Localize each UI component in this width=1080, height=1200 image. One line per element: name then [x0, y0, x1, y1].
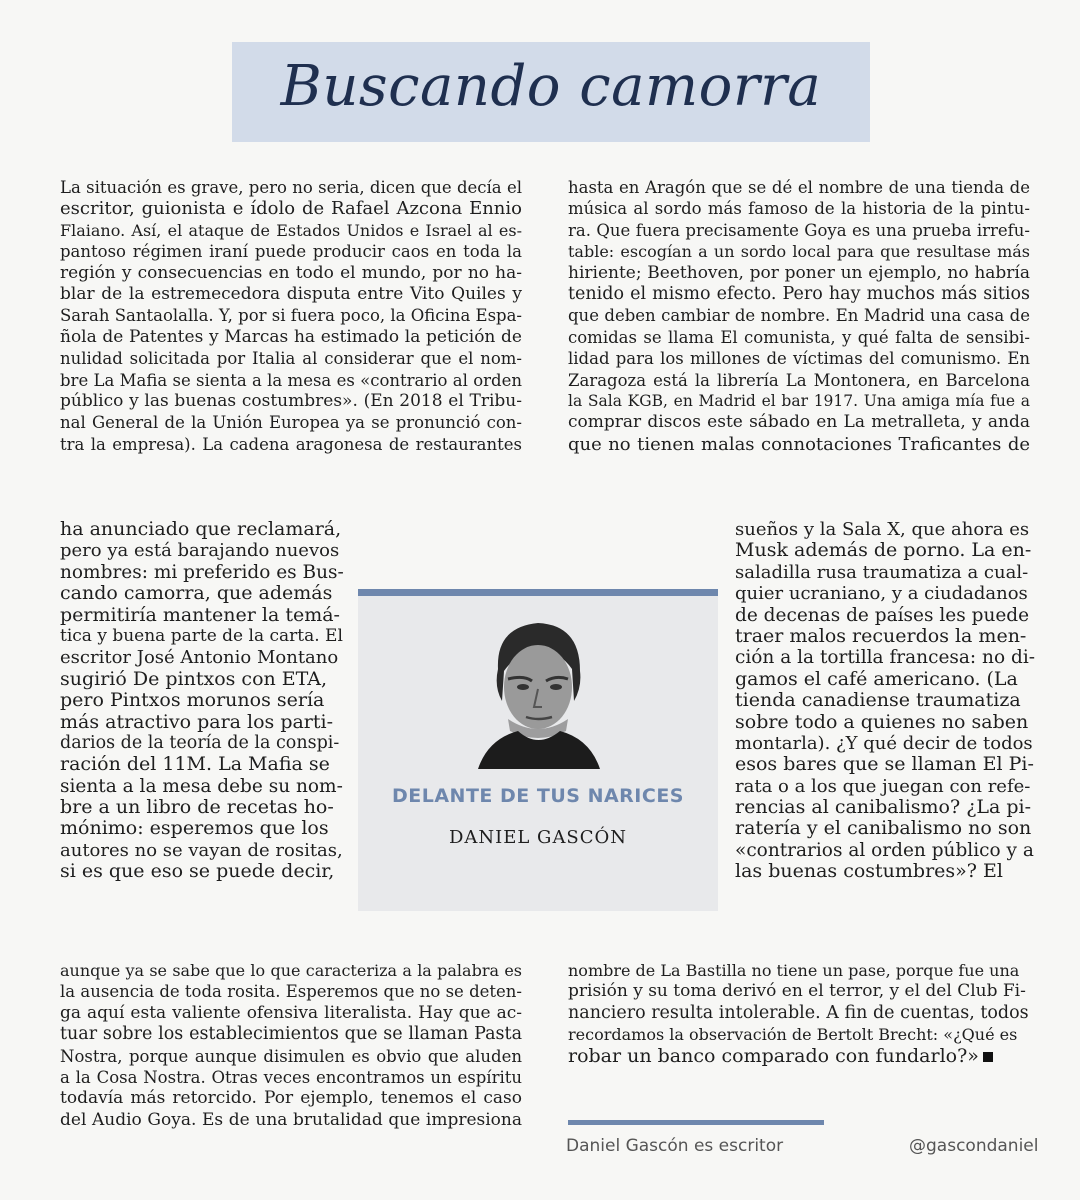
- article-line: las buenas costumbres»? El: [735, 860, 1003, 883]
- article-line: La situación es grave, pero no seria, dicen que decía el: [60, 178, 522, 197]
- article-line: Zaragoza está la librería La Montonera, en Barcelona: [568, 370, 1030, 390]
- article-line: más atractivo para los parti-: [60, 710, 334, 733]
- author-bio: Daniel Gascón es escritor: [566, 1136, 784, 1156]
- left-column-top: [60, 177, 522, 455]
- article-line: rencias al canibalismo? ¿La pi-: [735, 796, 1032, 819]
- author-card-accent-bar: [358, 589, 718, 596]
- article-line: montarla). ¿Y qué decir de todos: [735, 732, 1033, 754]
- article-line: hasta en Aragón que se dé el nombre de una tienda de: [568, 178, 1030, 197]
- article-line: la ausencia de toda rosita. Esperemos que no se deten-: [60, 982, 522, 1002]
- article-line: nulidad solicitada por Italia al considerar que el nom-: [60, 349, 522, 369]
- article-line: tuar sobre los establecimientos que se llaman Pasta: [60, 1024, 522, 1045]
- article-line: tenido el mismo efecto. Pero hay muchos más sitios: [568, 283, 1030, 304]
- article-line: nal General de la Unión Europea ya se pronunció con-: [60, 413, 522, 433]
- article-line: Nostra, porque aunque disimulen es obvio que aluden: [60, 1046, 522, 1066]
- article-line: nombres: mi preferido es Bus-: [60, 561, 344, 583]
- article-line: a la Cosa Nostra. Otras veces encontramos un espíritu: [60, 1067, 522, 1087]
- article-line: ñola de Patentes y Marcas ha estimado la petición de: [60, 326, 522, 347]
- article-line: aunque ya se sabe que lo que caracteriza a la palabra es: [60, 961, 522, 980]
- title-box: [232, 42, 870, 142]
- left-column-bottom: [60, 960, 522, 1131]
- article-line: permitiría mantener la temá-: [60, 603, 340, 626]
- article-line: tienda canadiense traumatiza: [735, 689, 1021, 712]
- article-line: recordamos la observación de Bertolt Brecht: «¿Qué es: [568, 1025, 1018, 1045]
- article-line: gamos el café americano. (La: [735, 667, 1018, 690]
- background-watermark: [0, 0, 28, 90]
- article-line: público y las buenas costumbres». (En 2018 el Tribu-: [60, 390, 522, 411]
- article-line: traer malos recuerdos la men-: [735, 624, 1027, 647]
- page-title: Buscando camorra: [280, 54, 822, 119]
- article-line: escritor José Antonio Montano: [60, 647, 339, 669]
- article-line: pero Pintxos morunos sería: [60, 689, 325, 712]
- article-line: Musk además de porno. La en-: [735, 539, 1032, 562]
- article-line: darios de la teoría de la conspi-: [60, 732, 340, 753]
- article-line: rata o a los que juegan con refe-: [735, 775, 1031, 797]
- article-line: tica y buena parte de la carta. El: [60, 625, 343, 646]
- article-line: saladilla rusa traumatiza a cual-: [735, 561, 1029, 583]
- article-line: escritor, guionista e ídolo de Rafael Azcona Ennio: [60, 198, 522, 220]
- article-line: ga aquí esta valiente ofensiva literalista. Hay que ac-: [60, 1002, 522, 1023]
- section-label: DELANTE DE TUS NARICES: [392, 785, 684, 807]
- article-line: ra. Que fuera precisamente Goya es una prueba irrefu-: [568, 220, 1030, 240]
- article-line: quier ucraniano, y a ciudadanos: [735, 583, 1028, 605]
- article-line: que deben cambiar de nombre. En Madrid una casa de: [568, 306, 1030, 326]
- article-line: Sarah Santaolalla. Y, por si fuera poco, la Oficina Espa-: [60, 306, 522, 326]
- right-column-bottom: [568, 960, 1030, 1067]
- article-line: que no tienen malas connotaciones Traficantes de: [568, 433, 1030, 455]
- article-line: sugirió De pintxos con ETA,: [60, 667, 328, 690]
- left-column-narrow: [60, 519, 345, 883]
- article-line: nanciero resulta intolerable. A fin de cuentas, todos: [568, 1002, 1029, 1023]
- article-line: lidad para los millones de víctimas del comunismo. En: [568, 349, 1030, 369]
- article-line: sienta a la mesa debe su nom-: [60, 775, 343, 797]
- author-card: [358, 589, 718, 911]
- article-line: todavía más retorcido. Por ejemplo, tenemos el caso: [60, 1088, 522, 1109]
- article-line: si es que eso se puede decir,: [60, 860, 335, 883]
- right-column-narrow: [735, 519, 1035, 883]
- article-line: pantoso régimen iraní puede producir caos en toda la: [60, 242, 522, 262]
- author-handle[interactable]: @gascondaniel: [909, 1136, 1039, 1156]
- article-line: ción a la tortilla francesa: no di-: [735, 647, 1035, 669]
- footer-rule: [568, 1120, 824, 1125]
- end-mark: [983, 1052, 993, 1062]
- article-line: sobre todo a quienes no saben: [735, 710, 1029, 733]
- article-line: pero ya está barajando nuevos: [60, 540, 340, 562]
- article-line: región y consecuencias en todo el mundo, por no ha-: [60, 262, 522, 283]
- article-line: autores no se vayan de rositas,: [60, 839, 343, 861]
- article-line: comprar discos este sábado en La metralleta, y anda: [568, 412, 1030, 433]
- article-line: sueños y la Sala X, que ahora es: [735, 519, 1030, 540]
- right-column-top: [568, 177, 1030, 455]
- article-line: blar de la estremecedora disputa entre Vito Quiles y: [60, 283, 522, 304]
- article-line: de decenas de países les puede: [735, 604, 1030, 626]
- article-line: mónimo: esperemos que los: [60, 817, 329, 840]
- article-line: Flaiano. Así, el ataque de Estados Unidos e Israel al es-: [60, 220, 522, 240]
- article-line: comidas se llama El comunista, y qué falta de sensibi-: [568, 327, 1030, 347]
- article-line: hiriente; Beethoven, por poner un ejemplo, no habría: [568, 262, 1030, 283]
- article-line: bre La Mafia se sienta a la mesa es «contrario al orden: [60, 370, 522, 390]
- article-line: tra la empresa). La cadena aragonesa de restaurantes: [60, 434, 522, 454]
- article-line: ración del 11M. La Mafia se: [60, 753, 330, 776]
- article-line: la Sala KGB, en Madrid el bar 1917. Una amiga mía fue a: [568, 391, 1030, 410]
- article-line: esos bares que se llaman El Pi-: [735, 753, 1034, 776]
- article-line: table: escogían a un sordo local para que resultase más: [568, 242, 1030, 262]
- article-line: cando camorra, que además: [60, 582, 333, 605]
- article-line: del Audio Goya. Es de una brutalidad que impresiona: [60, 1109, 522, 1130]
- article-line: música al sordo más famoso de la historia de la pintu-: [568, 199, 1030, 219]
- article-line: robar un banco comparado con fundarlo?»: [568, 1046, 1030, 1067]
- article-line: bre a un libro de recetas ho-: [60, 796, 334, 819]
- author-portrait: [468, 609, 608, 769]
- article-line: nombre de La Bastilla no tiene un pase, porque fue una: [568, 961, 1020, 980]
- article-line: «contrarios al orden público y a: [735, 839, 1034, 861]
- article-line: prisión y su toma derivó en el terror, y el del Club Fi-: [568, 981, 1026, 1002]
- author-name: DANIEL GASCÓN: [448, 827, 628, 848]
- article-line: ha anunciado que reclamará,: [60, 518, 342, 540]
- article-line: ratería y el canibalismo no son: [735, 817, 1032, 840]
